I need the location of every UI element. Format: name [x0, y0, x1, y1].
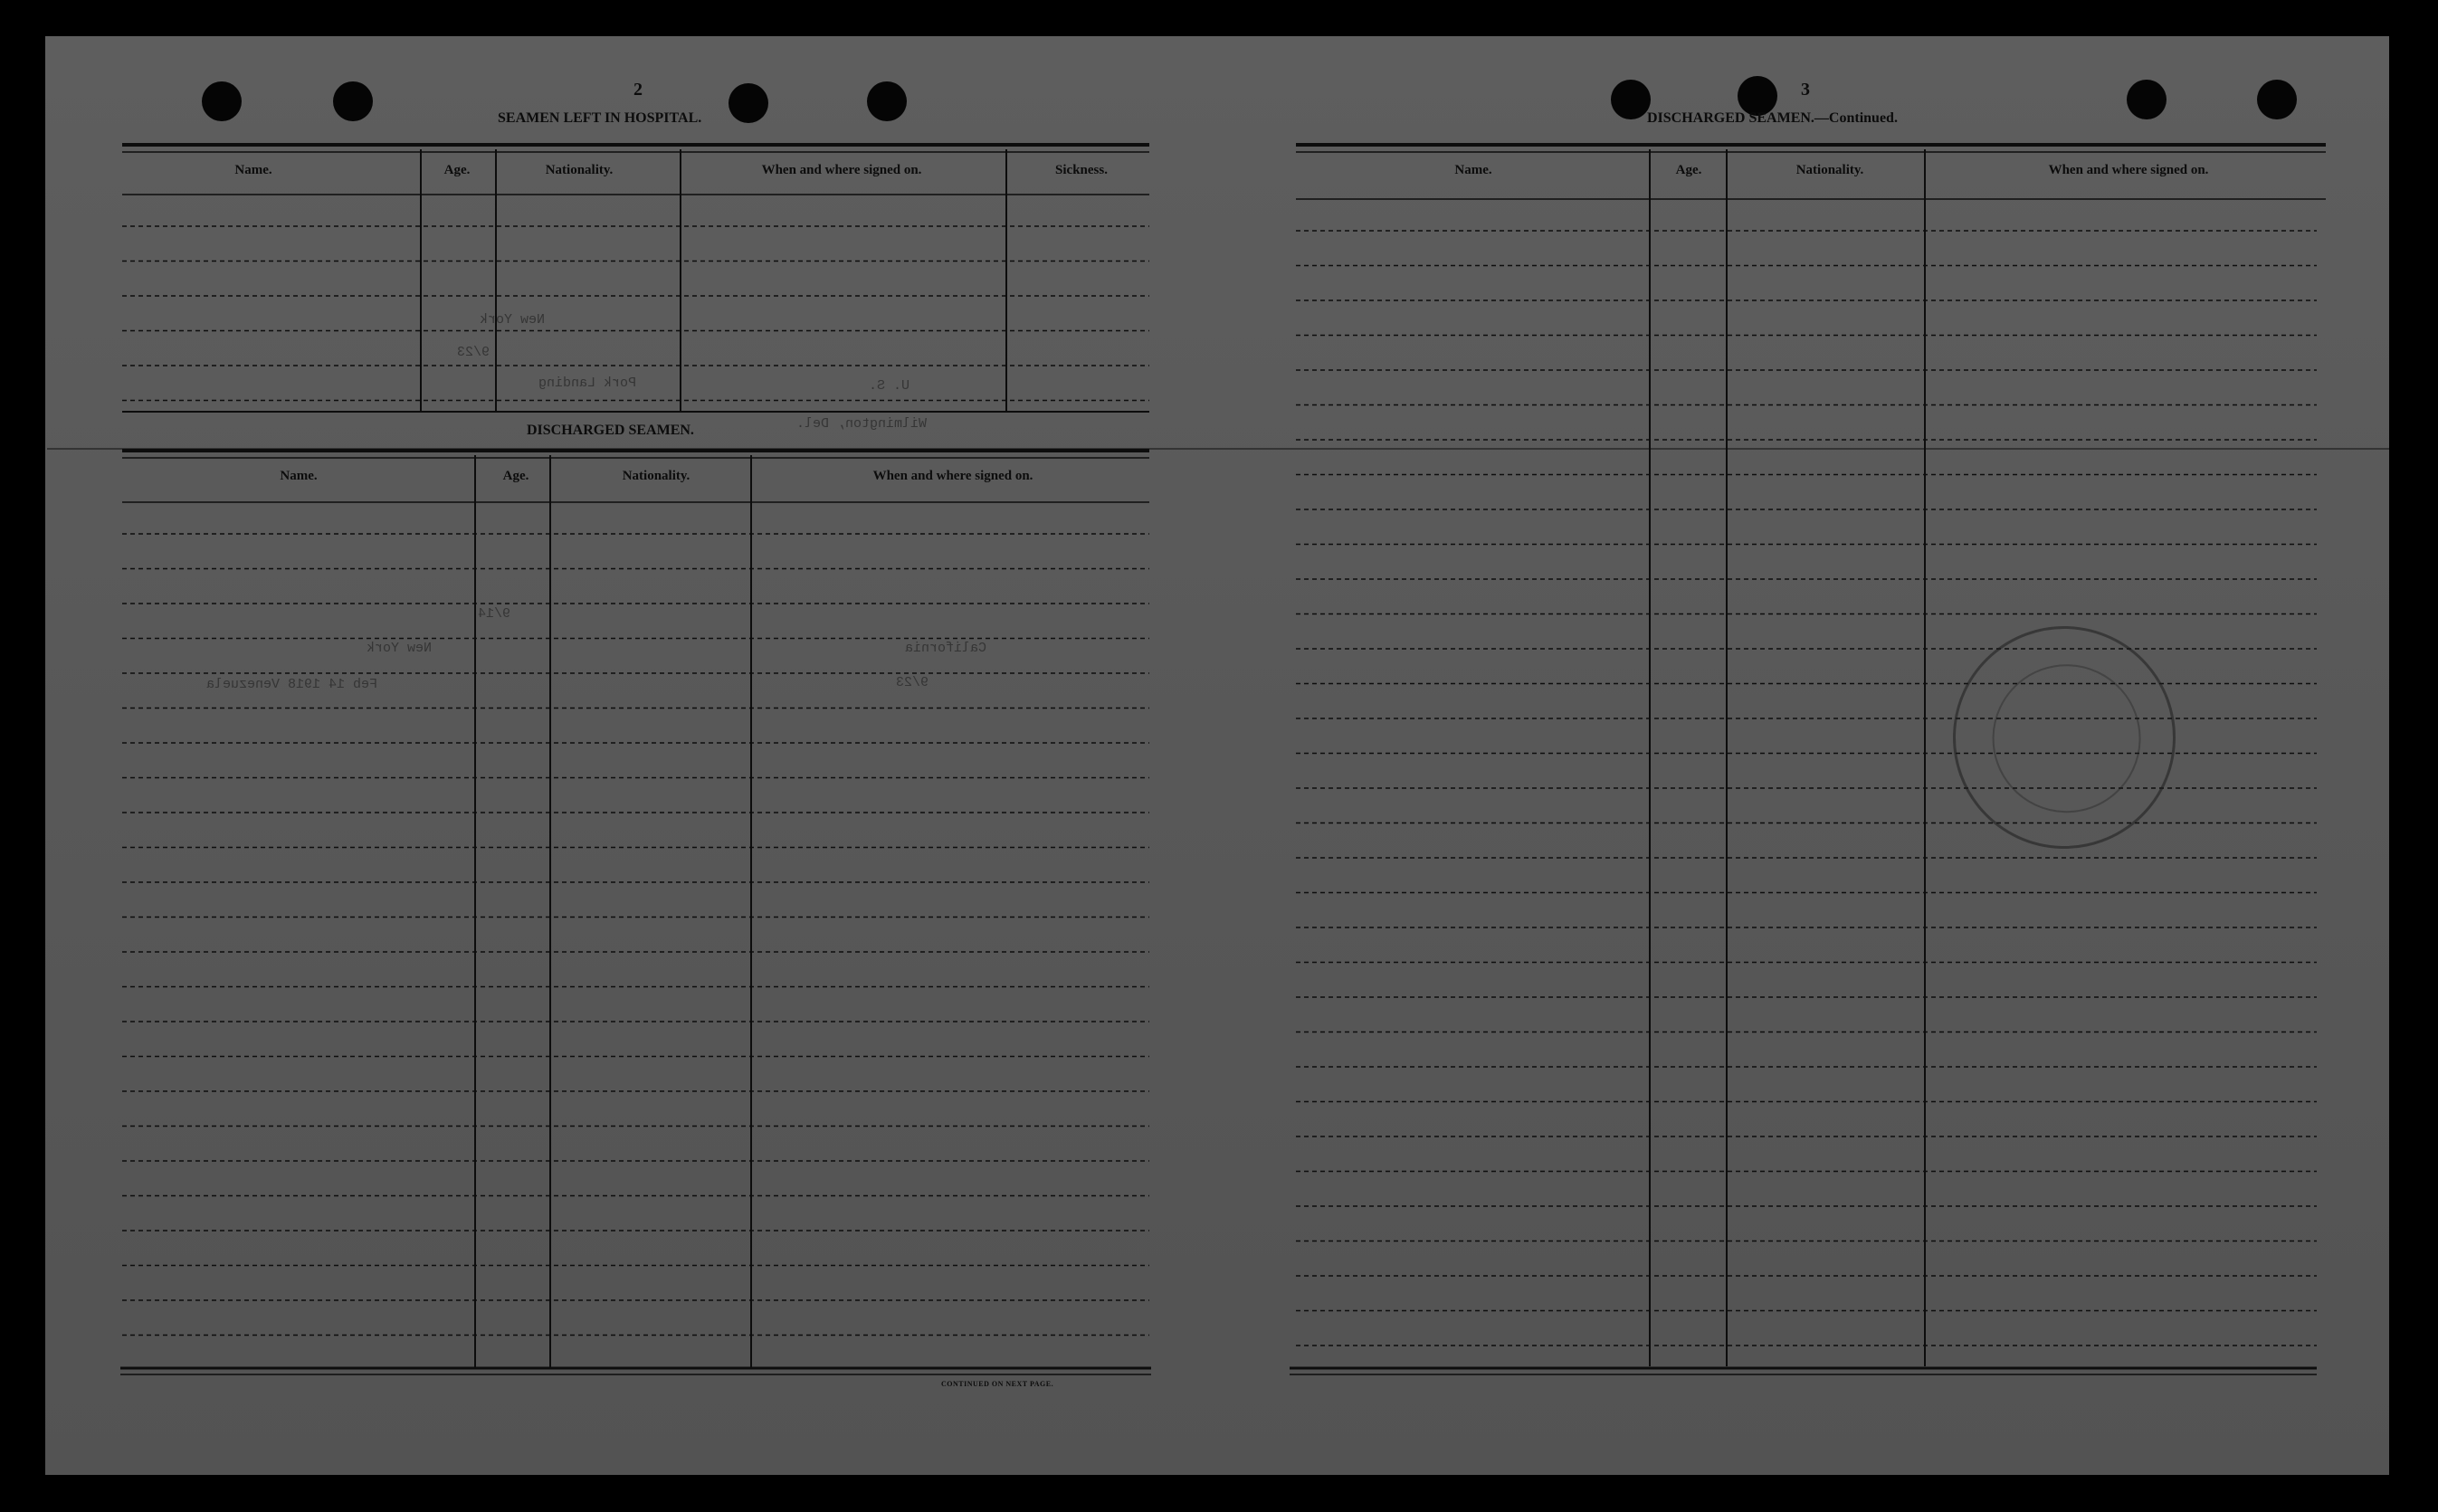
continued-footer: CONTINUED ON NEXT PAGE. — [941, 1380, 1054, 1388]
hospital-section-title: SEAMEN LEFT IN HOSPITAL. — [498, 110, 702, 126]
hospital-col-age: Age. — [443, 163, 471, 177]
right-col-nationality: Nationality. — [1795, 163, 1864, 177]
punch-hole — [1611, 80, 1651, 119]
bleed-through-text: Pork Landing — [538, 376, 637, 391]
right-col-age: Age. — [1675, 163, 1702, 177]
bleed-through-text: Wilmington, Del. — [796, 416, 928, 432]
right-col-name: Name. — [1454, 163, 1492, 177]
bleed-through-text: 9/23 — [896, 675, 929, 690]
bleed-through-text: U. S. — [869, 378, 910, 394]
hospital-col-name: Name. — [234, 163, 272, 177]
punch-hole — [867, 81, 907, 121]
bleed-through-text: Feb 14 1918 Venezuela — [206, 677, 378, 692]
bleed-through-text: New York — [480, 312, 546, 328]
punch-hole — [202, 81, 242, 121]
bleed-through-text: 9/14 — [478, 606, 511, 622]
discharged-col-name: Name. — [280, 469, 318, 483]
discharged-col-nationality: Nationality. — [622, 469, 690, 483]
punch-hole — [2257, 80, 2297, 119]
discharged-col-age: Age. — [502, 469, 529, 483]
right-col-signed-on: When and where signed on. — [2048, 163, 2209, 177]
punch-hole — [729, 83, 768, 123]
bleed-through-text: New York — [367, 641, 433, 656]
right-section-title: DISCHARGED SEAMEN.—Continued. — [1647, 110, 1898, 126]
page-number-right: 3 — [1801, 80, 1810, 100]
discharged-col-signed-on: When and where signed on. — [872, 469, 1033, 483]
bleed-through-text: California — [905, 641, 987, 656]
page-number-left: 2 — [633, 80, 643, 100]
discharged-section-title: DISCHARGED SEAMEN. — [527, 423, 694, 438]
hospital-col-sickness: Sickness. — [1055, 163, 1108, 177]
hospital-col-signed-on: When and where signed on. — [761, 163, 922, 177]
hospital-col-nationality: Nationality. — [545, 163, 614, 177]
bleed-through-text: 9/23 — [457, 345, 490, 360]
punch-hole — [333, 81, 373, 121]
punch-hole — [2127, 80, 2167, 119]
